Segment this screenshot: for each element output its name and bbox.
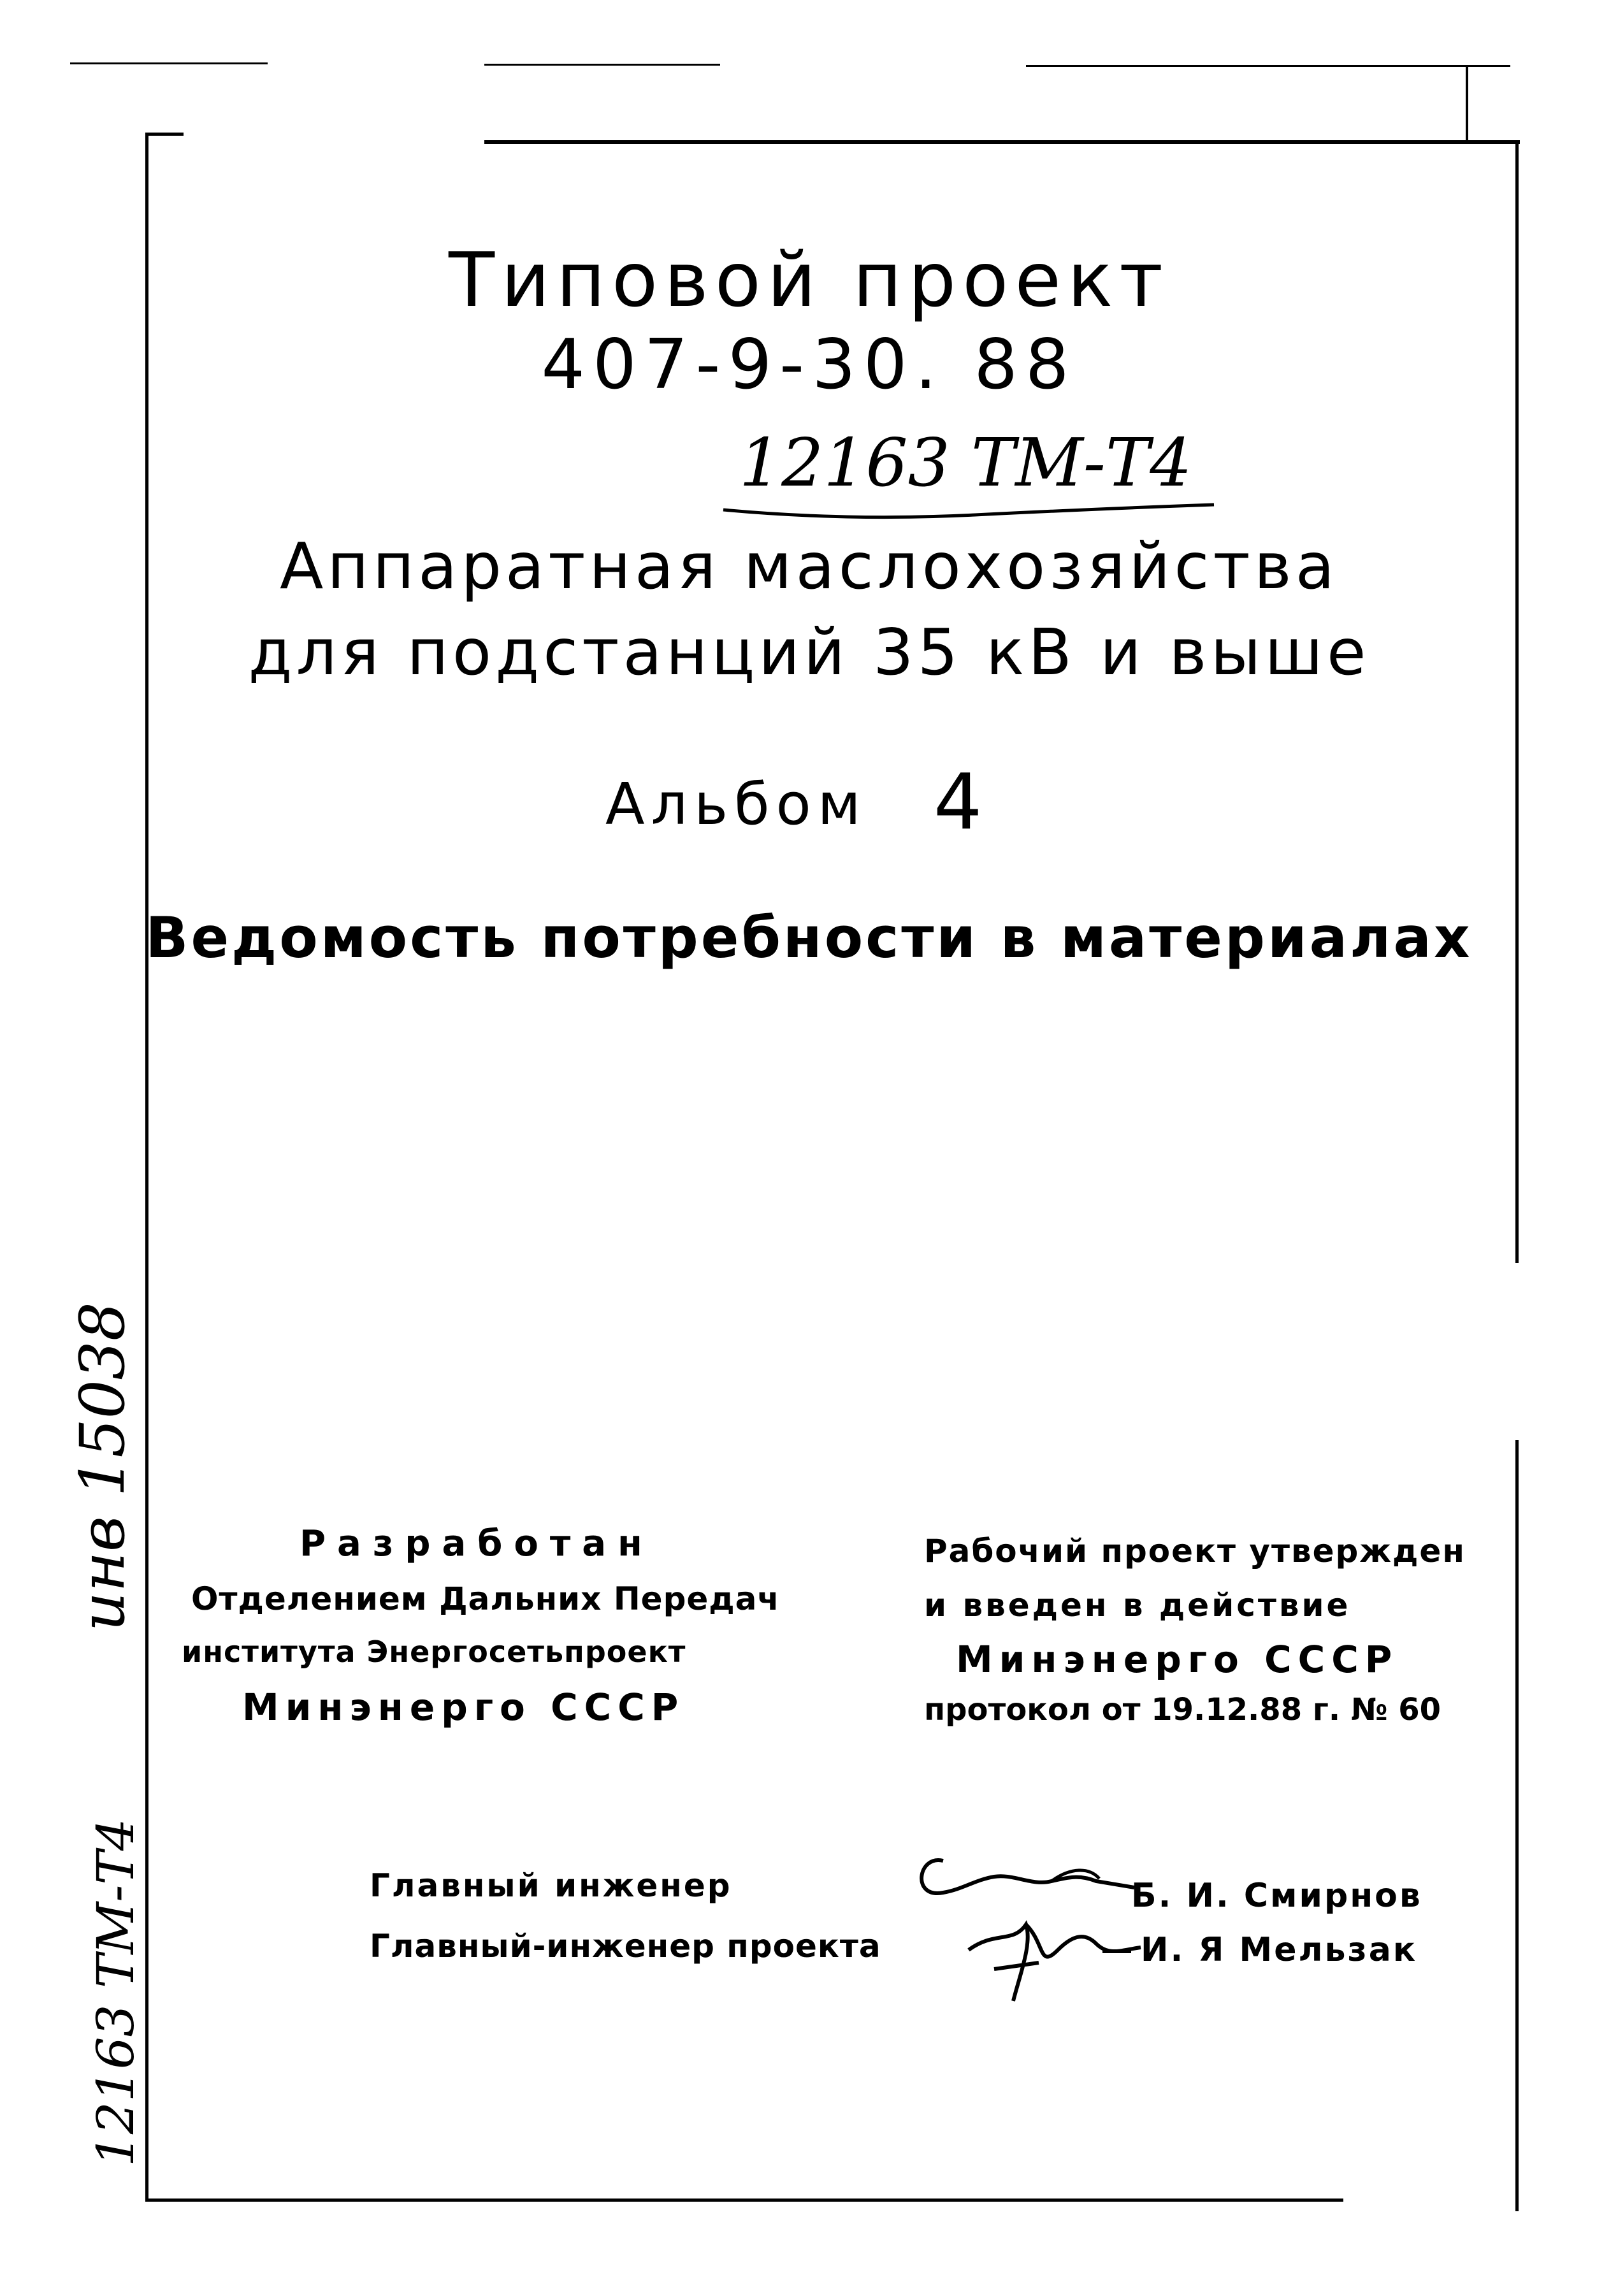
border-bottom [145,2199,1343,2202]
album-code-underline [720,491,1217,523]
signature-name-2: И. Я Мельзак [1141,1931,1418,1969]
developed-line-1: Отделением Дальних Передач [191,1580,780,1617]
approved-line-3: Минэнерго СССР [956,1638,1399,1681]
border-top [484,140,1520,144]
developed-line-2: института Энергосетьпроект [182,1635,686,1669]
signature-role-1: Главный инженер [370,1867,732,1904]
top-rule-2 [484,64,720,66]
top-right-tick [1466,67,1468,143]
border-top-left [145,133,184,136]
album-number: 4 [934,758,986,847]
page-title: Типовой проект [449,236,1169,324]
border-right-lower [1515,1440,1519,2211]
top-rule-3 [1026,65,1510,67]
inventory-note: инв 15038 [67,1302,138,1631]
top-rule-1 [70,62,268,64]
signature-mark-2 [956,1905,1147,2007]
approved-line-4: протокол от 19.12.88 г. № 60 [924,1692,1441,1728]
developed-line-3: Минэнерго СССР [242,1686,685,1729]
approved-line-2: и введен в действие [924,1587,1351,1624]
margin-album-code: 12163 ТМ-Т4 [86,1818,145,2167]
subject-line-1: Аппаратная маслохозяйства [280,529,1338,603]
project-number: 407-9-30. 88 [541,325,1077,405]
document-title: Ведомость потребности в материалах [145,905,1473,971]
developed-heading: Разработан [300,1523,654,1564]
signature-mark-1 [905,1842,1147,1912]
signature-role-2: Главный-инженер проекта [370,1928,881,1965]
signature-dash-2 [1102,1950,1131,1953]
border-left [145,133,148,2200]
signature-name-1: Б. И. Смирнов [1131,1877,1422,1915]
album-code: 12163 ТМ-Т4 [739,424,1192,502]
subject-line-2: для подстанций 35 кВ и выше [248,615,1370,690]
approved-line-1: Рабочий проект утвержден [924,1533,1466,1570]
album-label: Альбом [605,771,867,838]
